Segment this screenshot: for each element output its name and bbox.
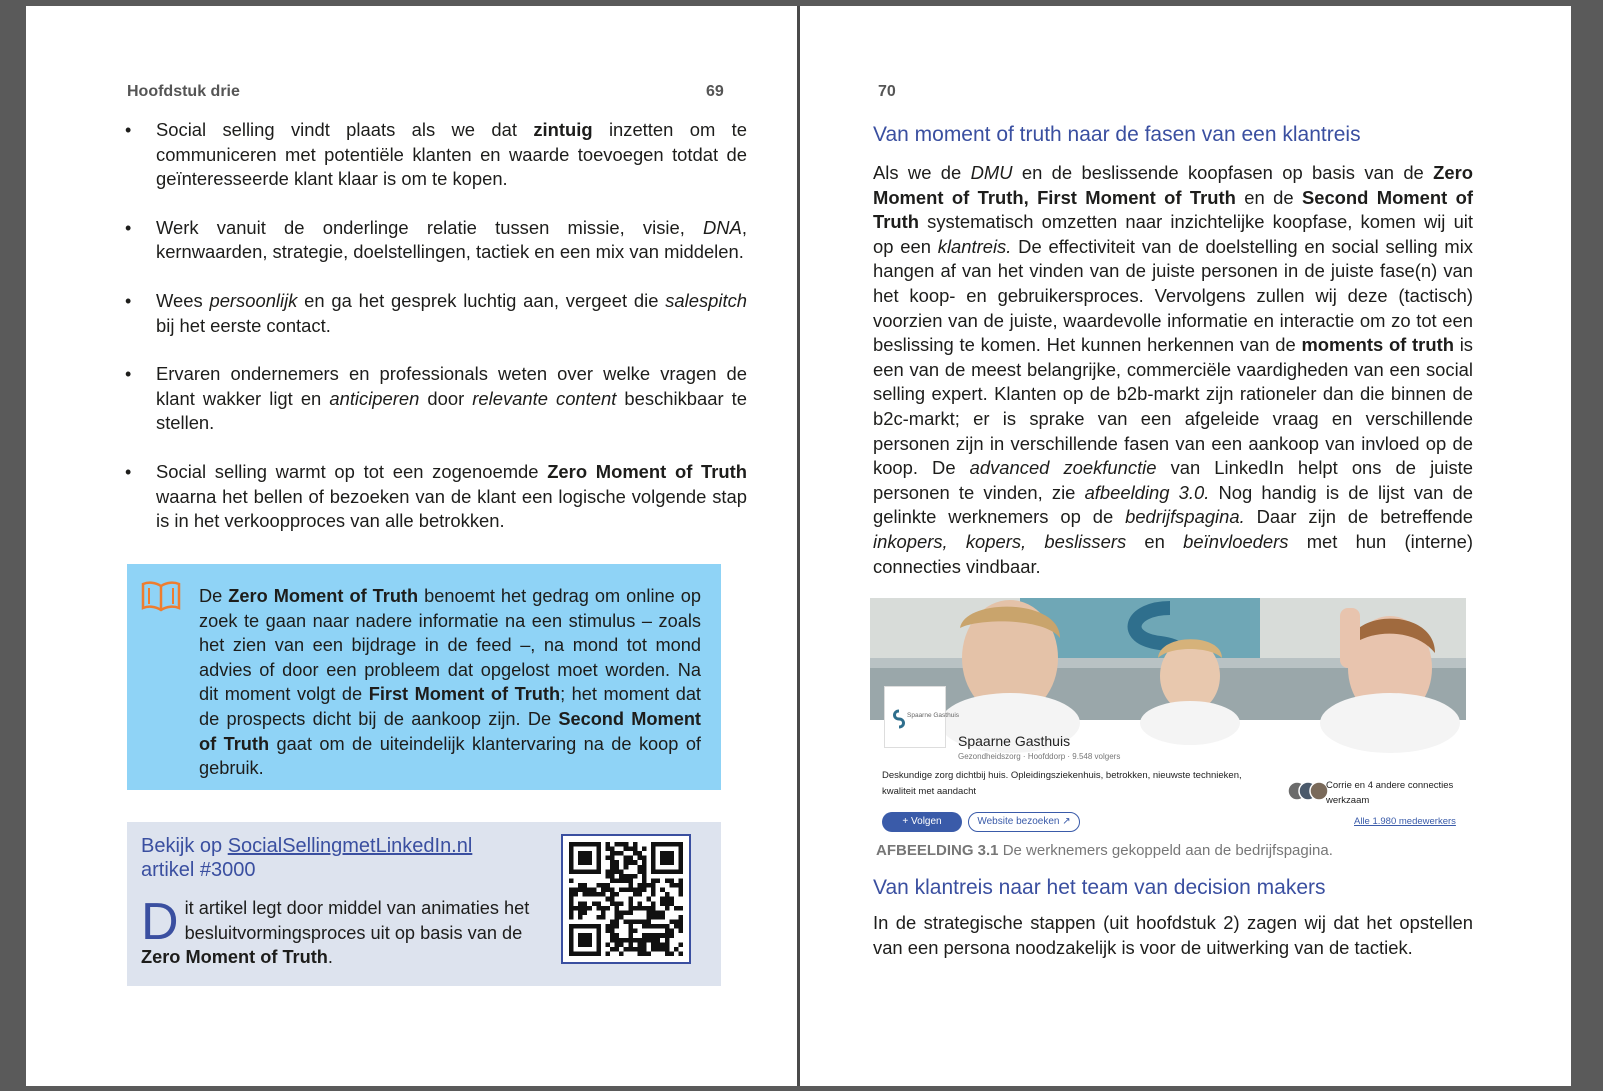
follow-button[interactable]: + Volgen xyxy=(882,812,962,832)
bullet-text-run: en ga het gesprek luchtig aan, vergeet die xyxy=(297,289,666,311)
paragraph-1-run: Zero Moment of Truth, First Moment of Truth xyxy=(873,162,1474,208)
paragraph-1-run: beïnvloeders xyxy=(1183,530,1289,552)
promo-title-prefix: Bekijk op xyxy=(141,835,228,857)
paragraph-1-run: Nog handig is de lijst van de gelinkte werknemers op de xyxy=(873,481,1473,528)
figure-caption xyxy=(876,842,1333,859)
note-text-run: benoemt het gedrag om online op zoek te gaan naar nadere informatie na een stimulus – zoals het zien van een bijdrage in de feed –, na mond tot mond advies of door een probleem dat opgelost moet worden. Na dit moment volgt de xyxy=(199,586,701,705)
paragraph-1-run: met hun (interne) connecties vindbaar. xyxy=(873,530,1473,577)
bullet-dot-icon: • xyxy=(125,290,132,311)
promo-title xyxy=(141,834,561,882)
paragraph-1-run: en de beslissende koopfasen op basis van de xyxy=(1012,162,1434,183)
promo-box xyxy=(127,822,721,986)
company-name[interactable]: Spaarne Gasthuis xyxy=(958,733,1071,749)
paragraph-2-run: In de strategische stappen (uit hoofdstuk 2) zagen wij dat het opstellen van een persona noodzakelijk is voor de uitwerking van de tactiek. xyxy=(873,912,1473,958)
paragraph-1-run: inkopers, kopers, beslissers xyxy=(873,530,1127,552)
bullet-text-run: Wees xyxy=(156,289,210,311)
promo-text-run: it artikel legt door middel van animaties het besluitvormingsproces uit op basis van de xyxy=(184,898,530,943)
promo-text-run: . xyxy=(327,947,333,968)
bullet-item xyxy=(122,460,747,534)
left-page xyxy=(26,6,797,1086)
paragraph-1-run: systematisch omzetten naar inzichtelijke koopfase, komen wij uit op een xyxy=(873,211,1473,257)
figure-caption-text: De werknemers gekoppeld aan de bedrijfspagina. xyxy=(998,842,1333,859)
promo-website-link[interactable]: SocialSellingmetLinkedIn.nl xyxy=(227,835,473,857)
promo-dropcap: D xyxy=(141,893,179,951)
visit-website-button[interactable] xyxy=(968,812,1080,832)
paragraph-1-run: en xyxy=(1126,530,1184,552)
bullet-text-run: Social selling vindt plaats als we dat xyxy=(156,119,534,140)
promo-text xyxy=(141,893,530,968)
paragraph-1-run: Daar zijn de betreffende xyxy=(1244,506,1473,528)
note-text xyxy=(199,584,701,781)
bullet-text-run: salespitch xyxy=(665,289,747,311)
bullet-text-run: inzetten om te communiceren met potentiële klanten en waarde toevoegen totdat de geïnteresseerde klant klaar is om te kopen. xyxy=(156,119,747,190)
bullet-item xyxy=(122,118,747,192)
section-heading-2: Van klantreis naar het team van decision makers xyxy=(873,876,1326,899)
open-book-icon xyxy=(141,580,181,619)
bullet-dot-icon: • xyxy=(125,364,132,385)
right-page xyxy=(800,6,1571,1086)
bullet-text-run: door xyxy=(419,387,473,409)
bullet-text-run: Ervaren ondernemers en professionals weten over welke vragen de klant wakker ligt en xyxy=(156,363,747,409)
bullet-text-run: , kernwaarden, strategie, doelstellingen, tactiek en een mix van middelen. xyxy=(156,216,747,263)
connections-text[interactable]: Corrie en 4 andere connecties werkzaam xyxy=(1326,780,1454,806)
note-text-run: De xyxy=(199,586,229,606)
qr-code[interactable] xyxy=(561,834,691,964)
bullet-item xyxy=(122,216,747,265)
note-text-run: Zero Moment of Truth xyxy=(228,586,419,606)
paragraph-1-run: De effectiviteit van de doelstelling en social selling mix hangen af van het vinden van de juiste personen in de juiste fase(n) van het koop- en gebruikersproces. Vervolgens zullen wij deze (tactisch) voorzien van de juiste, waardevolle informatie en interactie om zo tot een beslissing te komen. Het kunnen herkennen van de xyxy=(873,235,1474,356)
company-logo-text: Spaarne Gasthuis xyxy=(907,712,960,719)
bullet-text-run: DNA xyxy=(703,216,742,238)
external-link-icon: ↗ xyxy=(1062,816,1071,827)
bullet-item xyxy=(122,289,747,338)
note-text-run: ; het moment dat de prospects dicht bij de aankoop zijn. De xyxy=(199,684,701,729)
paragraph-1-run: advanced zoekfunctie xyxy=(969,457,1157,479)
body-paragraph-2 xyxy=(873,911,1473,960)
promo-article-number: artikel #3000 xyxy=(141,859,256,881)
paragraph-1-run: en de xyxy=(1235,186,1302,208)
paragraph-1-run: is een van de meest belangrijke, commerciële vaardigheden van een social selling expert. Klanten op de b2b-markt zijn rationeler dan die binnen de b2c-markt; er is sprake van een afgeleide vraag en verschillende personen zijn in verschillende fasen van een aankoop van invloed op de koop. De xyxy=(873,334,1473,479)
paragraph-1-run: DMU xyxy=(970,162,1013,183)
note-text-run: First Moment of Truth xyxy=(368,684,561,705)
bullet-text-run: zintuig xyxy=(533,119,593,140)
paragraph-1-run: van LinkedIn helpt ons de juiste personen te vinden, zie xyxy=(873,457,1473,503)
company-description: Deskundige zorg dichtbij huis. Opleidingsziekenhuis, betrokken, nieuwste technieken, kwaliteit met aandacht xyxy=(882,770,1242,797)
bullet-text-run: persoonlijk xyxy=(209,289,298,311)
bullet-text-run: beschikbaar te stellen. xyxy=(156,387,747,434)
cover-photo xyxy=(870,598,1466,720)
paragraph-1-run: moments of truth xyxy=(1301,334,1454,356)
visit-website-label: Website bezoeken xyxy=(977,816,1060,827)
paragraph-1-run: Second Moment of Truth xyxy=(873,186,1473,233)
note-box xyxy=(127,564,721,790)
bullet-text-run: Werk vanuit de onderlinge relatie tussen missie, visie, xyxy=(156,216,704,238)
connection-avatars xyxy=(1288,780,1328,802)
page-number-left: 69 xyxy=(706,83,724,100)
figure-caption-label: AFBEELDING 3.1 xyxy=(876,842,999,859)
note-text-run: gaat om de uiteindelijk klantervaring na de koop of gebruik. xyxy=(199,733,701,779)
qr-code-pattern xyxy=(569,842,683,956)
paragraph-1-run: klantreis. xyxy=(937,235,1012,257)
paragraph-1-run: Als we de xyxy=(873,162,971,183)
company-logo[interactable] xyxy=(884,686,960,748)
section-heading-1: Van moment of truth naar de fasen van een klantreis xyxy=(873,123,1361,146)
bullet-dot-icon: • xyxy=(125,120,132,140)
bullet-dot-icon: • xyxy=(125,461,132,482)
all-employees-link[interactable]: Alle 1.980 medewerkers xyxy=(1354,816,1456,827)
note-text-run: Second Moment of Truth xyxy=(199,708,701,754)
promo-body xyxy=(141,893,531,970)
bullet-item xyxy=(122,362,747,436)
bullet-text-run: bij het eerste contact. xyxy=(156,314,331,336)
bullet-list xyxy=(122,118,747,558)
bullet-text-run: anticiperen xyxy=(329,387,420,409)
company-subtitle: Gezondheidszorg · Hoofddorp · 9.548 volgers xyxy=(958,752,1121,761)
bullet-text-run: Social selling warmt op tot een zogenoemde xyxy=(156,460,548,482)
bullet-text-run: waarna het bellen of bezoeken van de klant een logische volgende stap is in het verkoopproces van alle betrokken. xyxy=(156,485,747,532)
promo-text-run: Zero Moment of Truth xyxy=(141,947,328,968)
paragraph-1-run: bedrijfspagina. xyxy=(1125,506,1245,528)
bullet-dot-icon: • xyxy=(125,217,132,238)
bullet-text-run: relevante content xyxy=(472,387,617,409)
bullet-text-run: Zero Moment of Truth xyxy=(547,460,748,482)
linkedin-company-card xyxy=(870,598,1466,832)
running-head-chapter: Hoofdstuk drie xyxy=(127,83,240,100)
body-paragraph-1 xyxy=(873,161,1473,579)
paragraph-1-run: afbeelding 3.0. xyxy=(1084,481,1210,503)
page-number-right: 70 xyxy=(878,83,896,100)
